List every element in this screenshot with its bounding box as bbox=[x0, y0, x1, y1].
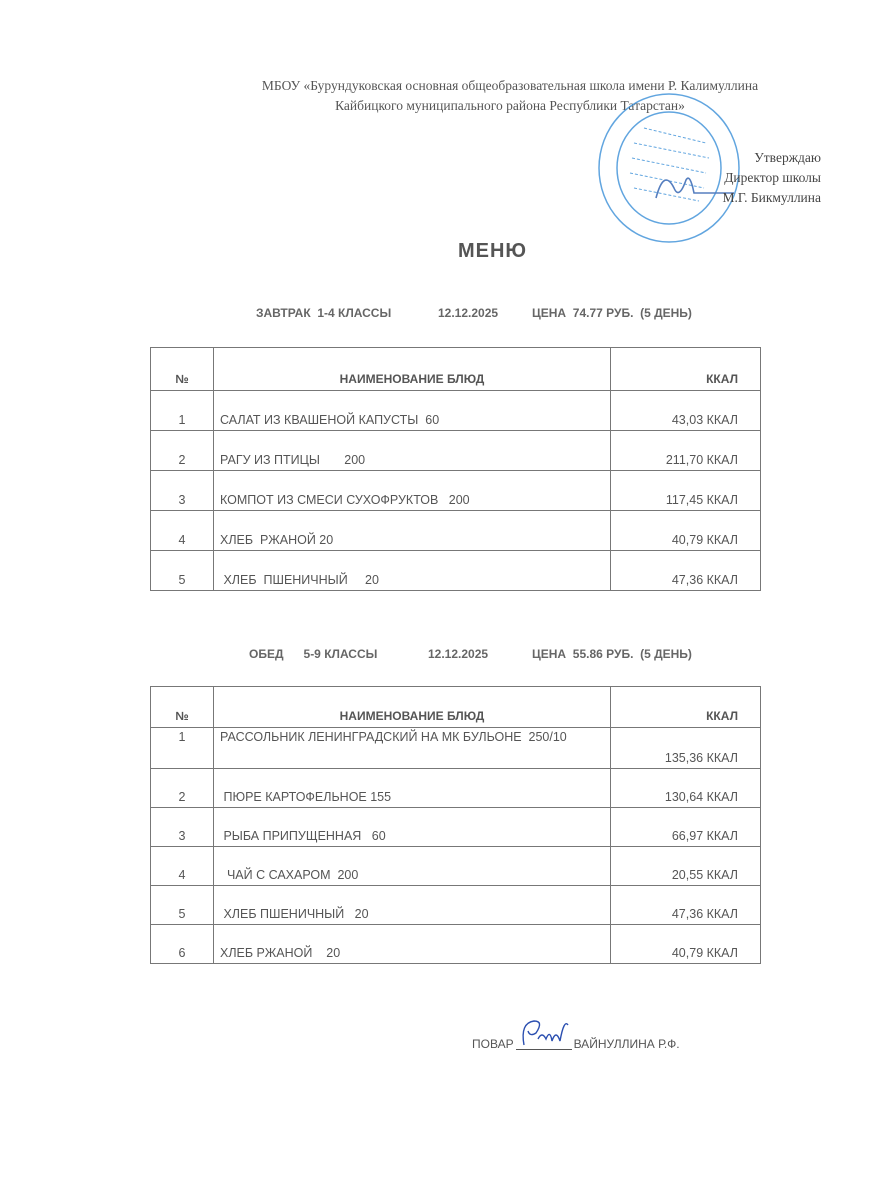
table-row bbox=[151, 808, 761, 847]
row-number: 3 bbox=[151, 471, 214, 511]
calories: 66,97 ККАЛ bbox=[611, 808, 761, 847]
cook-role: ПОВАР bbox=[472, 1037, 514, 1051]
approval-block bbox=[722, 148, 821, 208]
lunch-table bbox=[150, 686, 761, 964]
director-name: М.Г. Бикмуллина bbox=[722, 190, 821, 205]
table-row bbox=[151, 925, 761, 964]
dish-name: САЛАТ ИЗ КВАШЕНОЙ КАПУСТЫ 60 bbox=[214, 391, 611, 431]
table-row bbox=[151, 847, 761, 886]
dish-name: КОМПОТ ИЗ СМЕСИ СУХОФРУКТОВ 200 bbox=[214, 471, 611, 511]
column-header: НАИМЕНОВАНИЕ БЛЮД bbox=[214, 348, 611, 391]
dish-name: ХЛЕБ РЖАНОЙ 20 bbox=[214, 511, 611, 551]
cook-name: ВАЙНУЛЛИНА Р.Ф. bbox=[573, 1037, 680, 1051]
row-number: 1 bbox=[151, 728, 214, 769]
row-number: 2 bbox=[151, 769, 214, 808]
calories: 211,70 ККАЛ bbox=[611, 431, 761, 471]
dish-name: РАССОЛЬНИК ЛЕНИНГРАДСКИЙ НА МК БУЛЬОНЕ 250/10 bbox=[214, 728, 611, 769]
column-header: № bbox=[151, 348, 214, 391]
lunch-price: ЦЕНА 55.86 РУБ. (5 ДЕНЬ) bbox=[532, 647, 692, 661]
column-header: ККАЛ bbox=[611, 348, 761, 391]
dish-name: ЧАЙ С САХАРОМ 200 bbox=[214, 847, 611, 886]
row-number: 4 bbox=[151, 511, 214, 551]
table-header-row bbox=[151, 687, 761, 728]
lunch-meal: ОБЕД 5-9 КЛАССЫ bbox=[249, 647, 378, 661]
school-name-line1: МБОУ «Бурундуковская основная общеобразовательная школа имени Р. Калимуллина bbox=[261, 78, 759, 93]
approval-label: Утверждаю bbox=[754, 150, 821, 165]
school-name-line2: Кайбицкого муниципального района Республики Татарстан» bbox=[335, 98, 685, 113]
lunch-date: 12.12.2025 bbox=[428, 647, 489, 661]
table-row bbox=[151, 769, 761, 808]
table-row bbox=[151, 511, 761, 551]
dish-name: ПЮРЕ КАРТОФЕЛЬНОЕ 155 bbox=[214, 769, 611, 808]
column-header: НАИМЕНОВАНИЕ БЛЮД bbox=[214, 687, 611, 728]
calories: 130,64 ККАЛ bbox=[611, 769, 761, 808]
row-number: 5 bbox=[151, 886, 214, 925]
dish-name: РЫБА ПРИПУЩЕННАЯ 60 bbox=[214, 808, 611, 847]
table-header-row bbox=[151, 348, 761, 391]
row-number: 2 bbox=[151, 431, 214, 471]
calories: 20,55 ККАЛ bbox=[611, 847, 761, 886]
calories: 40,79 ККАЛ bbox=[611, 511, 761, 551]
page-title: МЕНЮ bbox=[457, 240, 528, 262]
column-header: № bbox=[151, 687, 214, 728]
breakfast-table bbox=[150, 347, 761, 591]
cook-signature bbox=[516, 1015, 572, 1049]
row-number: 4 bbox=[151, 847, 214, 886]
calories: 117,45 ККАЛ bbox=[611, 471, 761, 511]
table-row bbox=[151, 431, 761, 471]
signature-line bbox=[516, 1037, 572, 1050]
table-row bbox=[151, 728, 761, 769]
dish-name: РАГУ ИЗ ПТИЦЫ 200 bbox=[214, 431, 611, 471]
row-number: 5 bbox=[151, 551, 214, 591]
director-position: Директор школы bbox=[724, 170, 821, 185]
column-header: ККАЛ bbox=[611, 687, 761, 728]
dish-name: ХЛЕБ ПШЕНИЧНЫЙ 20 bbox=[214, 551, 611, 591]
dish-name: ХЛЕБ ПШЕНИЧНЫЙ 20 bbox=[214, 886, 611, 925]
row-number: 1 bbox=[151, 391, 214, 431]
breakfast-date: 12.12.2025 bbox=[438, 306, 499, 320]
breakfast-price: ЦЕНА 74.77 РУБ. (5 ДЕНЬ) bbox=[532, 306, 692, 320]
table-row bbox=[151, 391, 761, 431]
calories: 43,03 ККАЛ bbox=[611, 391, 761, 431]
calories: 135,36 ККАЛ bbox=[611, 728, 761, 769]
school-name bbox=[150, 76, 870, 116]
table-row bbox=[151, 886, 761, 925]
breakfast-meal: ЗАВТРАК 1-4 КЛАССЫ bbox=[256, 306, 392, 320]
cook-signature-block bbox=[472, 1037, 680, 1051]
row-number: 3 bbox=[151, 808, 214, 847]
row-number: 6 bbox=[151, 925, 214, 964]
calories: 40,79 ККАЛ bbox=[611, 925, 761, 964]
dish-name: ХЛЕБ РЖАНОЙ 20 bbox=[214, 925, 611, 964]
table-row bbox=[151, 471, 761, 511]
calories: 47,36 ККАЛ bbox=[611, 551, 761, 591]
table-row bbox=[151, 551, 761, 591]
calories: 47,36 ККАЛ bbox=[611, 886, 761, 925]
